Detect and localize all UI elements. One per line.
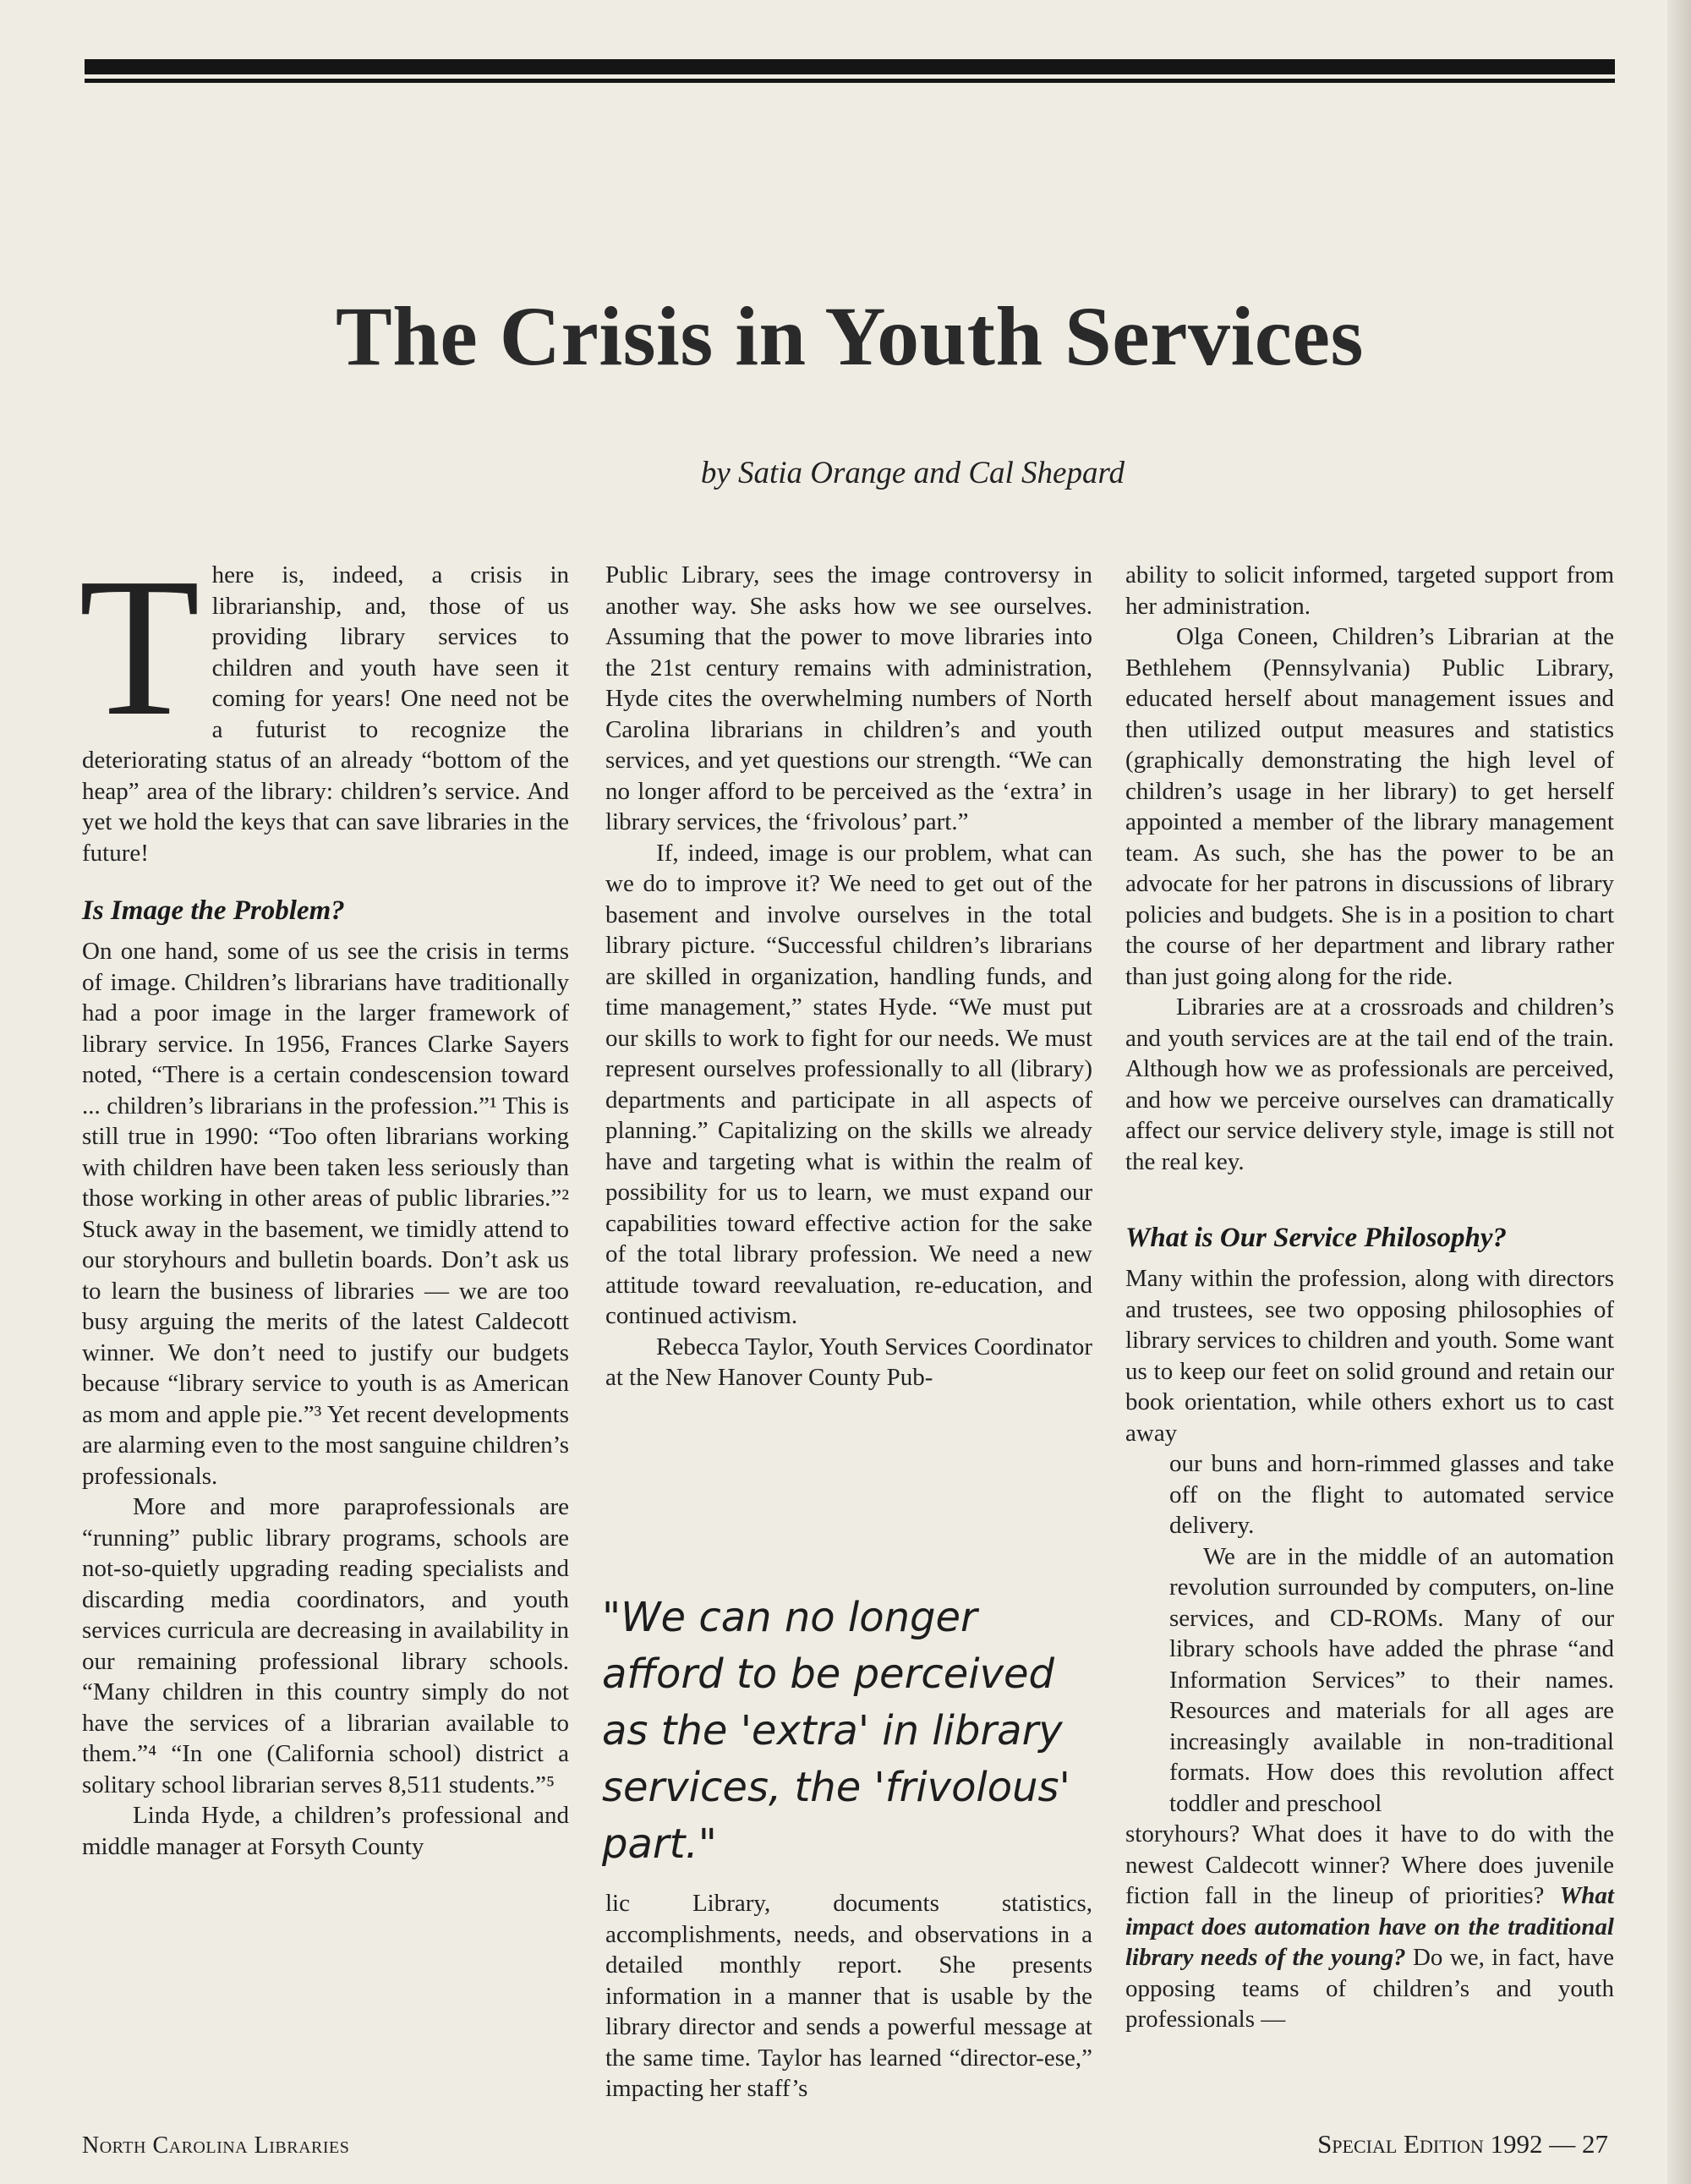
col1-paragraph-2: More and more paraprofessionals are “running” public library programs, schools are not-so-quietly upgrading reading specialists and discarding media coordinators, and youth services curricula are decreasing in availability in our remaining professional library schools. “Many children in this country simply do not have the services of a librarian available to them.”⁴ “In one (California school) district a solitary school librarian serves 8,511 students.”⁵ — [82, 1493, 569, 1798]
col1-paragraph-3: Linda Hyde, a children’s professional and middle manager at Forsyth County — [82, 1802, 569, 1860]
col2-paragraph-2: If, indeed, image is our problem, what can we do to improve it? We need to get out of the basement and involve ourselves in the total library picture. “Successful children’s librarians are skilled in organization, handling funds, and time management,” states Hyde. “We must put our skills to work to fight for our needs. We must represent ourselves professionally to all (library) departments and participate in all aspects of planning.” Capitalizing on the skills we already have and targeting what is within the realm of possibility for us to learn, we must expand our capabilities toward effective action for the sake of the total library profession. We need a new attitude toward reevaluation, re-education, and continued activism. — [605, 839, 1092, 1329]
column-2-continued — [605, 1888, 1092, 2105]
byline: by Satia Orange and Cal Shepard — [700, 456, 1125, 490]
header-rule-thick — [85, 59, 1615, 74]
col1-paragraph-1: On one hand, some of us see the crisis in terms of image. Children’s librarians have traditionally had a poor image in the larger framework of library service. In 1956, Frances Clarke Sayers noted, “There is a certain condescension toward ... children’s librarians in the profession.”¹ This is still true in 1990: “Too often librarians working with children have been taken less seriously than those working in other areas of public libraries.”² Stuck away in the basement, we timidly attend to our storyhours and bulletin boards. Don’t ask us to learn the business of libraries — we are too busy arguing the merits of the latest Caldecott winner. We don’t need to justify our budgets because “library service to youth is as American as mom and apple pie.”³ Yet recent developments are alarming even to the most sanguine children’s professionals. — [82, 938, 569, 1490]
col3-paragraph-6a: storyhours? What does it have to do with the newest Caldecott winner? Where does juvenile fiction fall in the lineup of priorities? — [1125, 1820, 1614, 1909]
col2-paragraph-4: lic Library, documents statistics, accomplishments, needs, and observations in a detailed monthly report. She presents information in a manner that is usable by the library director and sends a powerful message at the same time. Taylor has learned “director-ese,” impacting her staff’s — [605, 1890, 1092, 2102]
col3-paragraph-1: ability to solicit informed, targeted support from her administration. — [1125, 561, 1614, 620]
column-2 — [605, 560, 1092, 1393]
drop-cap: T — [79, 537, 200, 757]
col3-paragraph-4a: Many within the profession, along with directors and trustees, see two opposing philosophies of library services to children and youth. Some want us to keep our feet on solid ground and retain our book orientation, while others exhort us to cast away — [1125, 1265, 1614, 1447]
intro-text: here is, indeed, a crisis in librarianship, and, those of us providing library services to children and youth have seen it coming for years! One need not be a futurist to recognize the deteriorating status of an already “bottom of the heap” area of the library: children’s service. And yet we hold the keys that can save libraries in the future! — [82, 561, 569, 867]
col3-paragraph-4b: our buns and horn-rimmed glasses and take off on the flight to automated service delivery. — [1169, 1450, 1614, 1539]
col3-paragraph-6c: Do we, in fact, have opposing teams of children’s and youth professionals — — [1125, 1944, 1615, 2033]
footer-publication: North Carolina Libraries — [82, 2132, 350, 2159]
section-heading-philosophy: What is Our Service Philosophy? — [1125, 1223, 1508, 1253]
intro-paragraph — [79, 537, 569, 868]
col2-paragraph-3: Rebecca Taylor, Youth Services Coordinator at the New Hanover County Pub- — [605, 1333, 1092, 1391]
emphasis-question: What impact does automation have on the traditional library needs of the young? — [1125, 1882, 1614, 1971]
header-rule-thin — [85, 79, 1615, 83]
section-heading-image: Is Image the Problem? — [82, 895, 345, 926]
col2-paragraph-1: Public Library, sees the image controversy in another way. She asks how we see ourselves. Assuming that the power to move libraries into the 21st century remains with administration, Hyde cites the overwhelming numbers of North Carolina librarians in children’s and youth services, and yet questions our strength. “We can no longer afford to be perceived as the ‘extra’ in library services, the ‘frivolous’ part.” — [605, 561, 1092, 835]
footer-page-number: Special Edition 1992 — 27 — [1317, 2129, 1608, 2159]
col3-paragraph-3: Libraries are at a crossroads and children’s and youth services are at the tail end of the train. Although how we as professionals are perceived, and how we perceive ourselves can dramatically affect our service delivery style, image is still not the real key. — [1125, 993, 1614, 1175]
column-1 — [79, 537, 569, 1862]
col3-paragraph-5: We are in the middle of an automation revolution surrounded by computers, on-line services, and CD-ROMs. Many of our library schools have added the phrase “and Information Services” to their names. Resources and materials for all ages are increasingly available in non-traditional formats. How does this revolution affect toddler and preschool — [1169, 1542, 1614, 1817]
page-edge — [1667, 0, 1691, 2184]
col3-paragraph-6 — [1125, 1819, 1614, 2035]
pull-quote: "We can no longer afford to be perceived as the 'extra' in library services, the 'frivolous' part." — [602, 1594, 1070, 1868]
column-3 — [1125, 560, 1614, 2035]
col3-paragraph-2: Olga Coneen, Children’s Librarian at the Bethlehem (Pennsylvania) Public Library, educated herself about management issues and then utilized output measures and statistics (graphically demonstrating the high level of children’s usage in her library) to get herself appointed a member of the library management team. As such, she has the power to be an advocate for her patrons in discussions of library policies and budgets. She is in a position to chart the course of her department and library rather than just going along for the ride. — [1125, 623, 1614, 990]
article-title: The Crisis in Youth Services — [336, 289, 1364, 383]
